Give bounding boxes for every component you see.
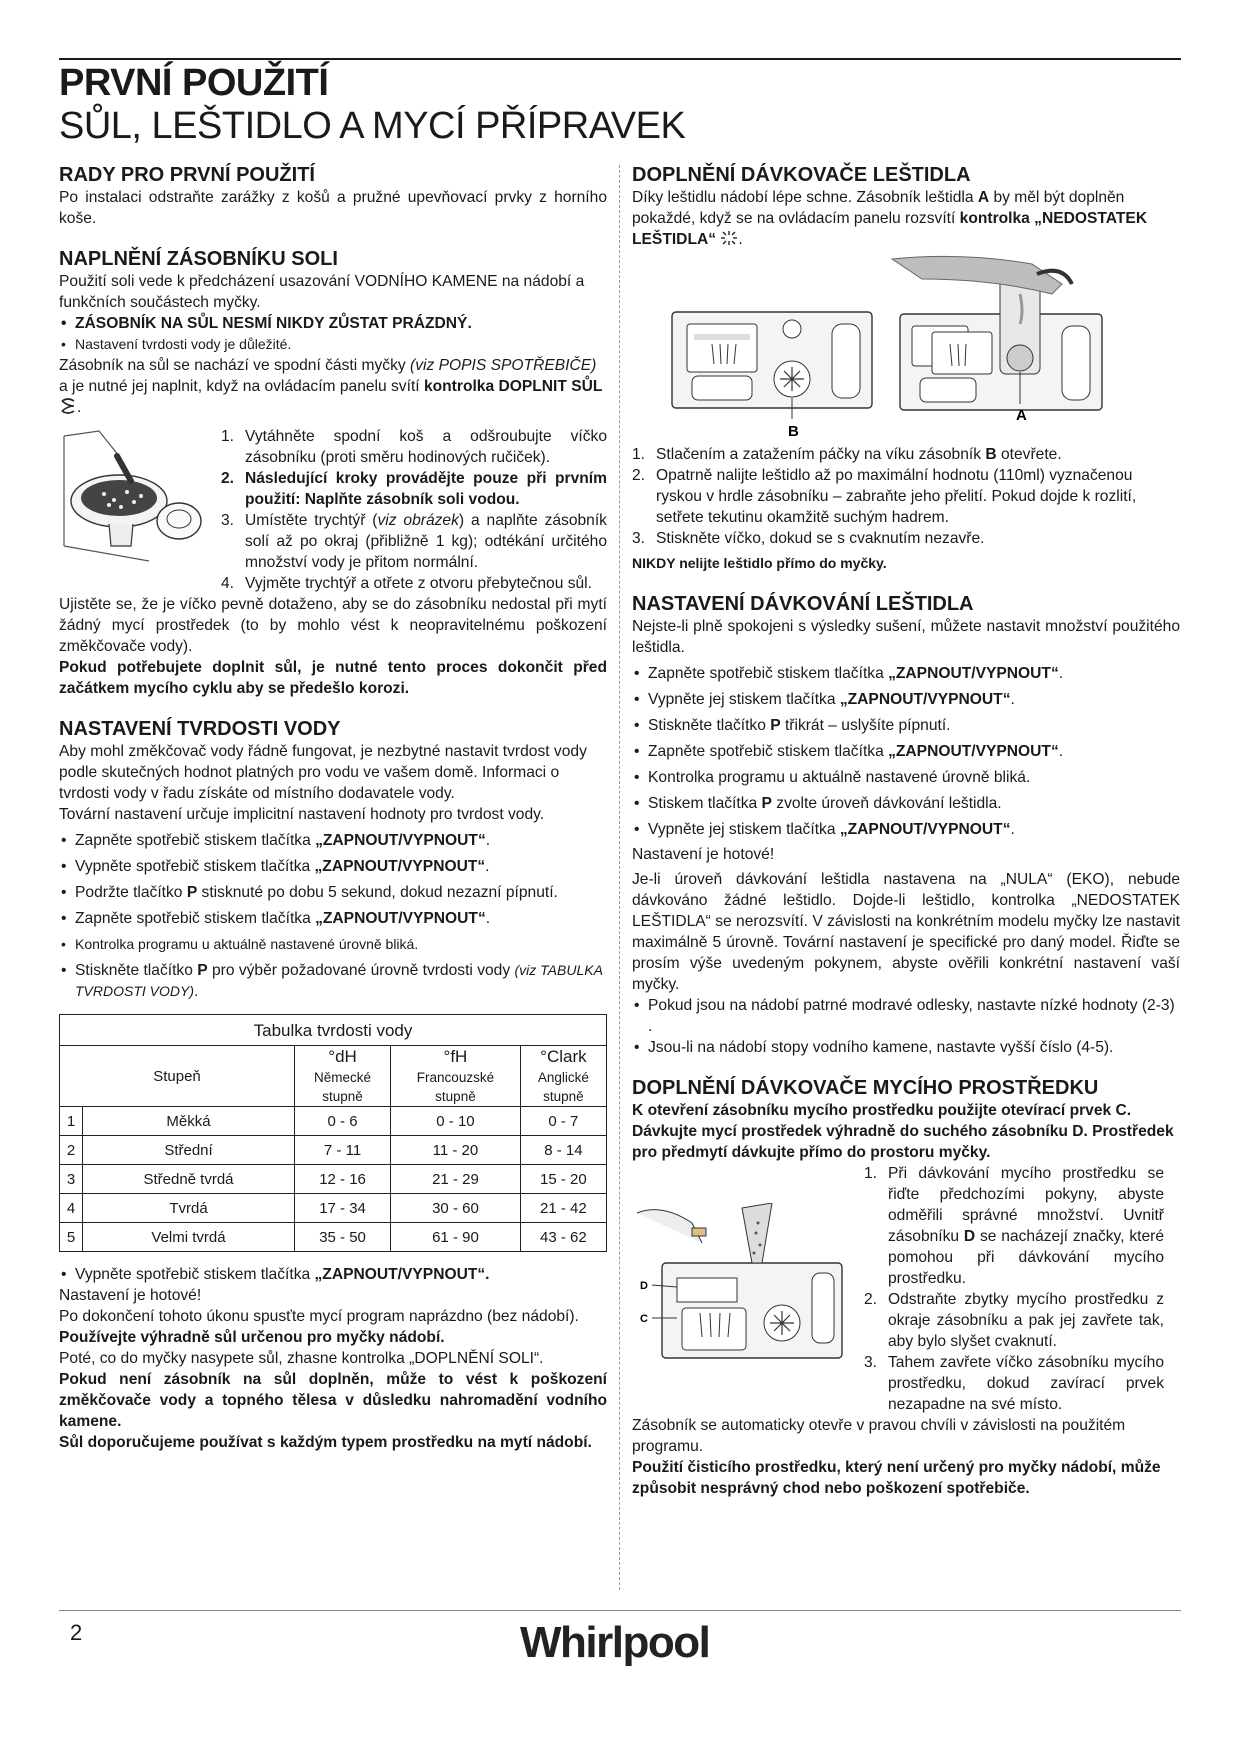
rinse-aid-illustration xyxy=(632,254,1180,444)
section-heading: NASTAVENÍ DÁVKOVÁNÍ LEŠTIDLA xyxy=(632,593,974,615)
salt-funnel-illustration xyxy=(59,426,209,594)
detergent-steps-block xyxy=(632,1163,1180,1415)
bullet-list xyxy=(59,1264,607,1285)
list-item: • Pokud jsou na nádobí patrné modravé odlesky, nastavte nízké hodnoty (2-3) . xyxy=(632,995,1180,1037)
page-number: 2 xyxy=(70,1620,83,1645)
step-text: Následující kroky provádějte pouze při prvním použití: Naplňte zásobník soli vodou. xyxy=(245,470,607,508)
list-item: • Jsou-li na nádobí stopy vodního kamene, nastavte vyšší číslo (4-5). xyxy=(632,1037,1180,1058)
step-item: 2. Odstraňte zbytky mycího prostředku z okraje zásobníku a pak jej zavřete tak, aby bylo slyšet cvaknutí. xyxy=(864,1291,1164,1350)
paragraph: Sůl doporučujeme používat s každým typem prostředku na mytí nádobí. xyxy=(59,1434,592,1451)
step-item xyxy=(221,468,607,510)
step-number: 3. xyxy=(221,512,235,529)
bullet-list xyxy=(59,313,607,355)
list-item: • Vypněte jej stiskem tlačítka „ZAPNOUT/VYPNOUT“. xyxy=(632,689,1180,710)
column-header: °dH Německé stupně xyxy=(295,1046,391,1107)
paragraph: Nastavení je hotové! xyxy=(632,846,775,863)
section-rinse-aid-refill xyxy=(632,163,1180,574)
text-run: a je nutné jej naplnit, když na ovládacím panelu svítí xyxy=(59,378,424,395)
paragraph: Zásobník se automaticky otevře v pravou chvíli v závislosti na použitém programu. xyxy=(632,1417,1126,1455)
step-item: 2. Opatrně nalijte leštidlo až po maximální hodnotu (110ml) vyznačenou ryskou v hrdle zásobníku – zabraňte jeho přelití. Pokud dojde k rozlití, setřete tekutinu okamžitě suchým hadrem. xyxy=(632,467,1137,526)
section-salt-reservoir xyxy=(59,247,607,699)
step-text: Vytáhněte spodní koš a odšroubujte víčko zásobníku (proti směru hodinových ručiček). xyxy=(245,428,607,466)
page-title: PRVNÍ POUŽITÍ xyxy=(59,62,329,104)
list-item: • Zapněte spotřebič stiskem tlačítka „ZAPNOUT/VYPNOUT“. xyxy=(59,830,607,851)
paragraph: Poté, co do myčky nasypete sůl, zhasne kontrolka „DOPLNĚNÍ SOLI“. xyxy=(59,1350,544,1367)
step-number: 1. xyxy=(221,428,235,445)
section-rinse-aid-dosage xyxy=(632,592,1180,1058)
top-rule xyxy=(59,58,1181,60)
paragraph: Po instalaci odstraňte zarážky z košů a pružné upevňovací prvky z horního koše. xyxy=(59,189,607,227)
bullet-list xyxy=(632,995,1180,1058)
table-title: Tabulka tvrdosti vody xyxy=(60,1015,607,1046)
column-header: °Clark Anglické stupně xyxy=(520,1046,606,1107)
section-water-hardness xyxy=(59,717,607,1453)
list-item: • ZÁSOBNÍK NA SŮL NESMÍ NIKDY ZŮSTAT PRÁZDNÝ. xyxy=(59,313,607,334)
water-hardness-table xyxy=(59,1014,607,1252)
paragraph: Použití soli vede k předcházení usazování VODNÍHO KAMENE na nádobí a funkčních součástech myčky. xyxy=(59,273,585,311)
salt-indicator-icon xyxy=(59,398,77,414)
step-number: 2. xyxy=(221,470,235,487)
rinse-aid-steps-list xyxy=(632,444,1180,549)
salt-steps-block xyxy=(59,426,607,594)
section-heading: RADY PRO PRVNÍ POUŽITÍ xyxy=(59,164,315,186)
table-row: 1 Měkká 0 - 6 0 - 10 0 - 7 xyxy=(60,1107,607,1136)
list-item: • Zapněte spotřebič stiskem tlačítka „ZAPNOUT/VYPNOUT“. xyxy=(59,908,607,929)
step-item: 1. Stlačením a zatažením páčky na víku zásobník B otevřete. xyxy=(632,446,1062,463)
section-first-use-tips xyxy=(59,163,607,229)
section-heading: DOPLNĚNÍ DÁVKOVAČE LEŠTIDLA xyxy=(632,164,971,186)
step-text: viz obrázek xyxy=(377,512,459,529)
list-item: • Kontrolka programu u aktuálně nastavené úrovně bliká. xyxy=(59,934,607,955)
paragraph: Tovární nastavení určuje implicitní nastavení hodnoty pro tvrdost vody. xyxy=(59,806,545,823)
right-column xyxy=(632,163,1180,1499)
page-subtitle: SŮL, LEŠTIDLO A MYCÍ PŘÍPRAVEK xyxy=(59,105,686,147)
paragraph: Pokud potřebujete doplnit sůl, je nutné tento proces dokončit před začátkem mycího cyklu aby se předešlo korozi. xyxy=(59,659,607,697)
step-text: ) a naplňte zásobník solí až po okraj (přibližně 1 kg); odtékání určitého množství vody je přitom normální. xyxy=(245,512,607,571)
list-item: • Stiskněte tlačítko P pro výběr požadované úrovně tvrdosti vody (viz TABULKA TVRDOSTI VODY). xyxy=(59,960,607,1002)
paragraph: Díky leštidlu nádobí lépe schne. Zásobník leštidla A by měl být doplněn pokaždé, když se na ovládacím panelu rozsvítí kontrolka „NEDOSTATEK LEŠTIDLA“ . xyxy=(632,189,1148,248)
section-heading: NAPLNĚNÍ ZÁSOBNÍKU SOLI xyxy=(59,248,338,270)
section-heading: DOPLNĚNÍ DÁVKOVAČE MYCÍHO PROSTŘEDKU xyxy=(632,1077,1099,1099)
text-run: Zásobník na sůl se nachází ve spodní části myčky xyxy=(59,357,411,374)
paragraph: Po dokončení tohoto úkonu spusťte mycí program naprázdno (bez nádobí). xyxy=(59,1308,579,1325)
list-item: • Vypněte jej stiskem tlačítka „ZAPNOUT/VYPNOUT“. xyxy=(632,819,1180,840)
paragraph: Je-li úroveň dávkování leštidla nastavena na „NULA“ (EKO), nebude dávkováno žádné leštidlo. Dojde-li leštidlo, kontrolka „NEDOSTATEK LEŠTIDLA“ se nerozsvítí. V závislosti na konkrétním modelu myčky lze nastavit maximálně 5 úrovně. Tovární nastavení je specifické pro daný model. Řiďte se prosím výše uvedeným pokynem, abyste ověřili konkrétní nastavení vaší myčky. xyxy=(632,871,1180,993)
bullet-list xyxy=(632,663,1180,840)
list-item: • Stiskem tlačítka P zvolte úroveň dávkování leštidla. xyxy=(632,793,1180,814)
step-number: 4. xyxy=(221,575,235,592)
step-item: 3. Stiskněte víčko, dokud se s cvaknutím nezavře. xyxy=(632,530,985,547)
section-detergent-refill xyxy=(632,1076,1180,1499)
step-item xyxy=(221,573,607,594)
list-item: • Vypněte spotřebič stiskem tlačítka „ZAPNOUT/VYPNOUT“. xyxy=(59,1264,607,1285)
salt-steps-list xyxy=(221,426,607,594)
paragraph: Používejte výhradně sůl určenou pro myčky nádobí. xyxy=(59,1329,445,1346)
step-text: Vyjměte trychtýř a otřete z otvoru přebytečnou sůl. xyxy=(245,575,592,592)
detergent-steps-list xyxy=(864,1163,1164,1415)
list-item: • Zapněte spotřebič stiskem tlačítka „ZAPNOUT/VYPNOUT“. xyxy=(632,663,1180,684)
bullet-list xyxy=(59,830,607,1002)
label-d: D xyxy=(640,1280,648,1292)
section-heading: NASTAVENÍ TVRDOSTI VODY xyxy=(59,718,341,740)
table-row: 3 Středně tvrdá 12 - 16 21 - 29 15 - 20 xyxy=(60,1165,607,1194)
table-row: 4 Tvrdá 17 - 34 30 - 60 21 - 42 xyxy=(60,1194,607,1223)
paragraph: Nejste-li plně spokojeni s výsledky sušení, můžete nastavit množství použitého leštidla. xyxy=(632,618,1180,656)
table-header-row xyxy=(60,1046,607,1107)
paragraph: K otevření zásobníku mycího prostředku použijte otevírací prvek C. Dávkujte mycí prostředek výhradně do suchého zásobníku D. Prostředek pro předmytí dávkujte přímo do prostoru myčky. xyxy=(632,1102,1174,1161)
step-item: 3. Tahem zavřete víčko zásobníku mycího prostředku, dokud zavírací prvek nezapadne na své místo. xyxy=(864,1354,1164,1413)
detergent-dispenser-illustration xyxy=(632,1163,852,1415)
paragraph xyxy=(59,355,607,418)
step-item: 1. Při dávkování mycího prostředku se řiďte předchozími pokyny, abyste odměřili správné množství. Uvnitř zásobníku D se nacházejí značky, které pomohou při dávkování mycího prostředku. xyxy=(864,1165,1164,1287)
rinse-aid-indicator-icon xyxy=(720,230,738,246)
text-run: (viz POPIS SPOTŘEBIČE) xyxy=(410,357,597,374)
label-a: A xyxy=(1016,407,1027,424)
paragraph: Ujistěte se, že je víčko pevně dotaženo, aby se do zásobníku nedostal při mytí žádný mycí prostředek (to by mohlo vést k neopravitelnému poškození změkčovače vody). xyxy=(59,596,607,655)
table-row: 5 Velmi tvrdá 35 - 50 61 - 90 43 - 62 xyxy=(60,1223,607,1252)
table-row: 2 Střední 7 - 11 11 - 20 8 - 14 xyxy=(60,1136,607,1165)
step-item xyxy=(221,426,607,468)
list-item: • Podržte tlačítko P stisknuté po dobu 5 sekund, dokud nezazní pípnutí. xyxy=(59,882,607,903)
paragraph: Aby mohl změkčovač vody řádně fungovat, je nezbytné nastavit tvrdost vody podle skutečných hodnot platných pro vodu ve vašem domě. Informaci o tvrdosti vody v řadu získáte od místního dodavatele vody. xyxy=(59,743,587,802)
step-item xyxy=(221,510,607,573)
step-text: Umístěte trychtýř ( xyxy=(245,512,378,529)
warning-text: NIKDY nelijte leštidlo přímo do myčky. xyxy=(632,555,887,571)
list-item: • Vypněte spotřebič stiskem tlačítka „ZAPNOUT/VYPNOUT“. xyxy=(59,856,607,877)
column-header: Stupeň xyxy=(60,1046,295,1107)
footer-rule xyxy=(59,1610,1181,1611)
list-item: • Stiskněte tlačítko P třikrát – uslyšíte pípnutí. xyxy=(632,715,1180,736)
list-item: • Nastavení tvrdosti vody je důležité. xyxy=(59,334,607,355)
column-divider xyxy=(619,165,620,1590)
left-column xyxy=(59,163,607,1453)
paragraph: Nastavení je hotové! xyxy=(59,1287,202,1304)
column-header: °fH Francouzské stupně xyxy=(391,1046,521,1107)
page-title-block xyxy=(59,62,685,148)
brand-logo: Whirlpool xyxy=(520,1618,710,1667)
list-item: • Kontrolka programu u aktuálně nastavené úrovně bliká. xyxy=(632,767,1180,788)
paragraph: Pokud není zásobník na sůl doplněn, může to vést k poškození změkčovače vody a topného tělesa v důsledku nahromadění vodního kamene. xyxy=(59,1371,607,1430)
text-run: . xyxy=(77,399,82,416)
list-item: • Zapněte spotřebič stiskem tlačítka „ZAPNOUT/VYPNOUT“. xyxy=(632,741,1180,762)
text-run: kontrolka DOPLNIT SŮL xyxy=(423,378,603,395)
label-c: C xyxy=(640,1313,648,1325)
label-b: B xyxy=(788,423,799,440)
paragraph: Použití čisticího prostředku, který není určený pro myčky nádobí, může způsobit nesprávný chod nebo poškození spotřebiče. xyxy=(632,1459,1161,1497)
